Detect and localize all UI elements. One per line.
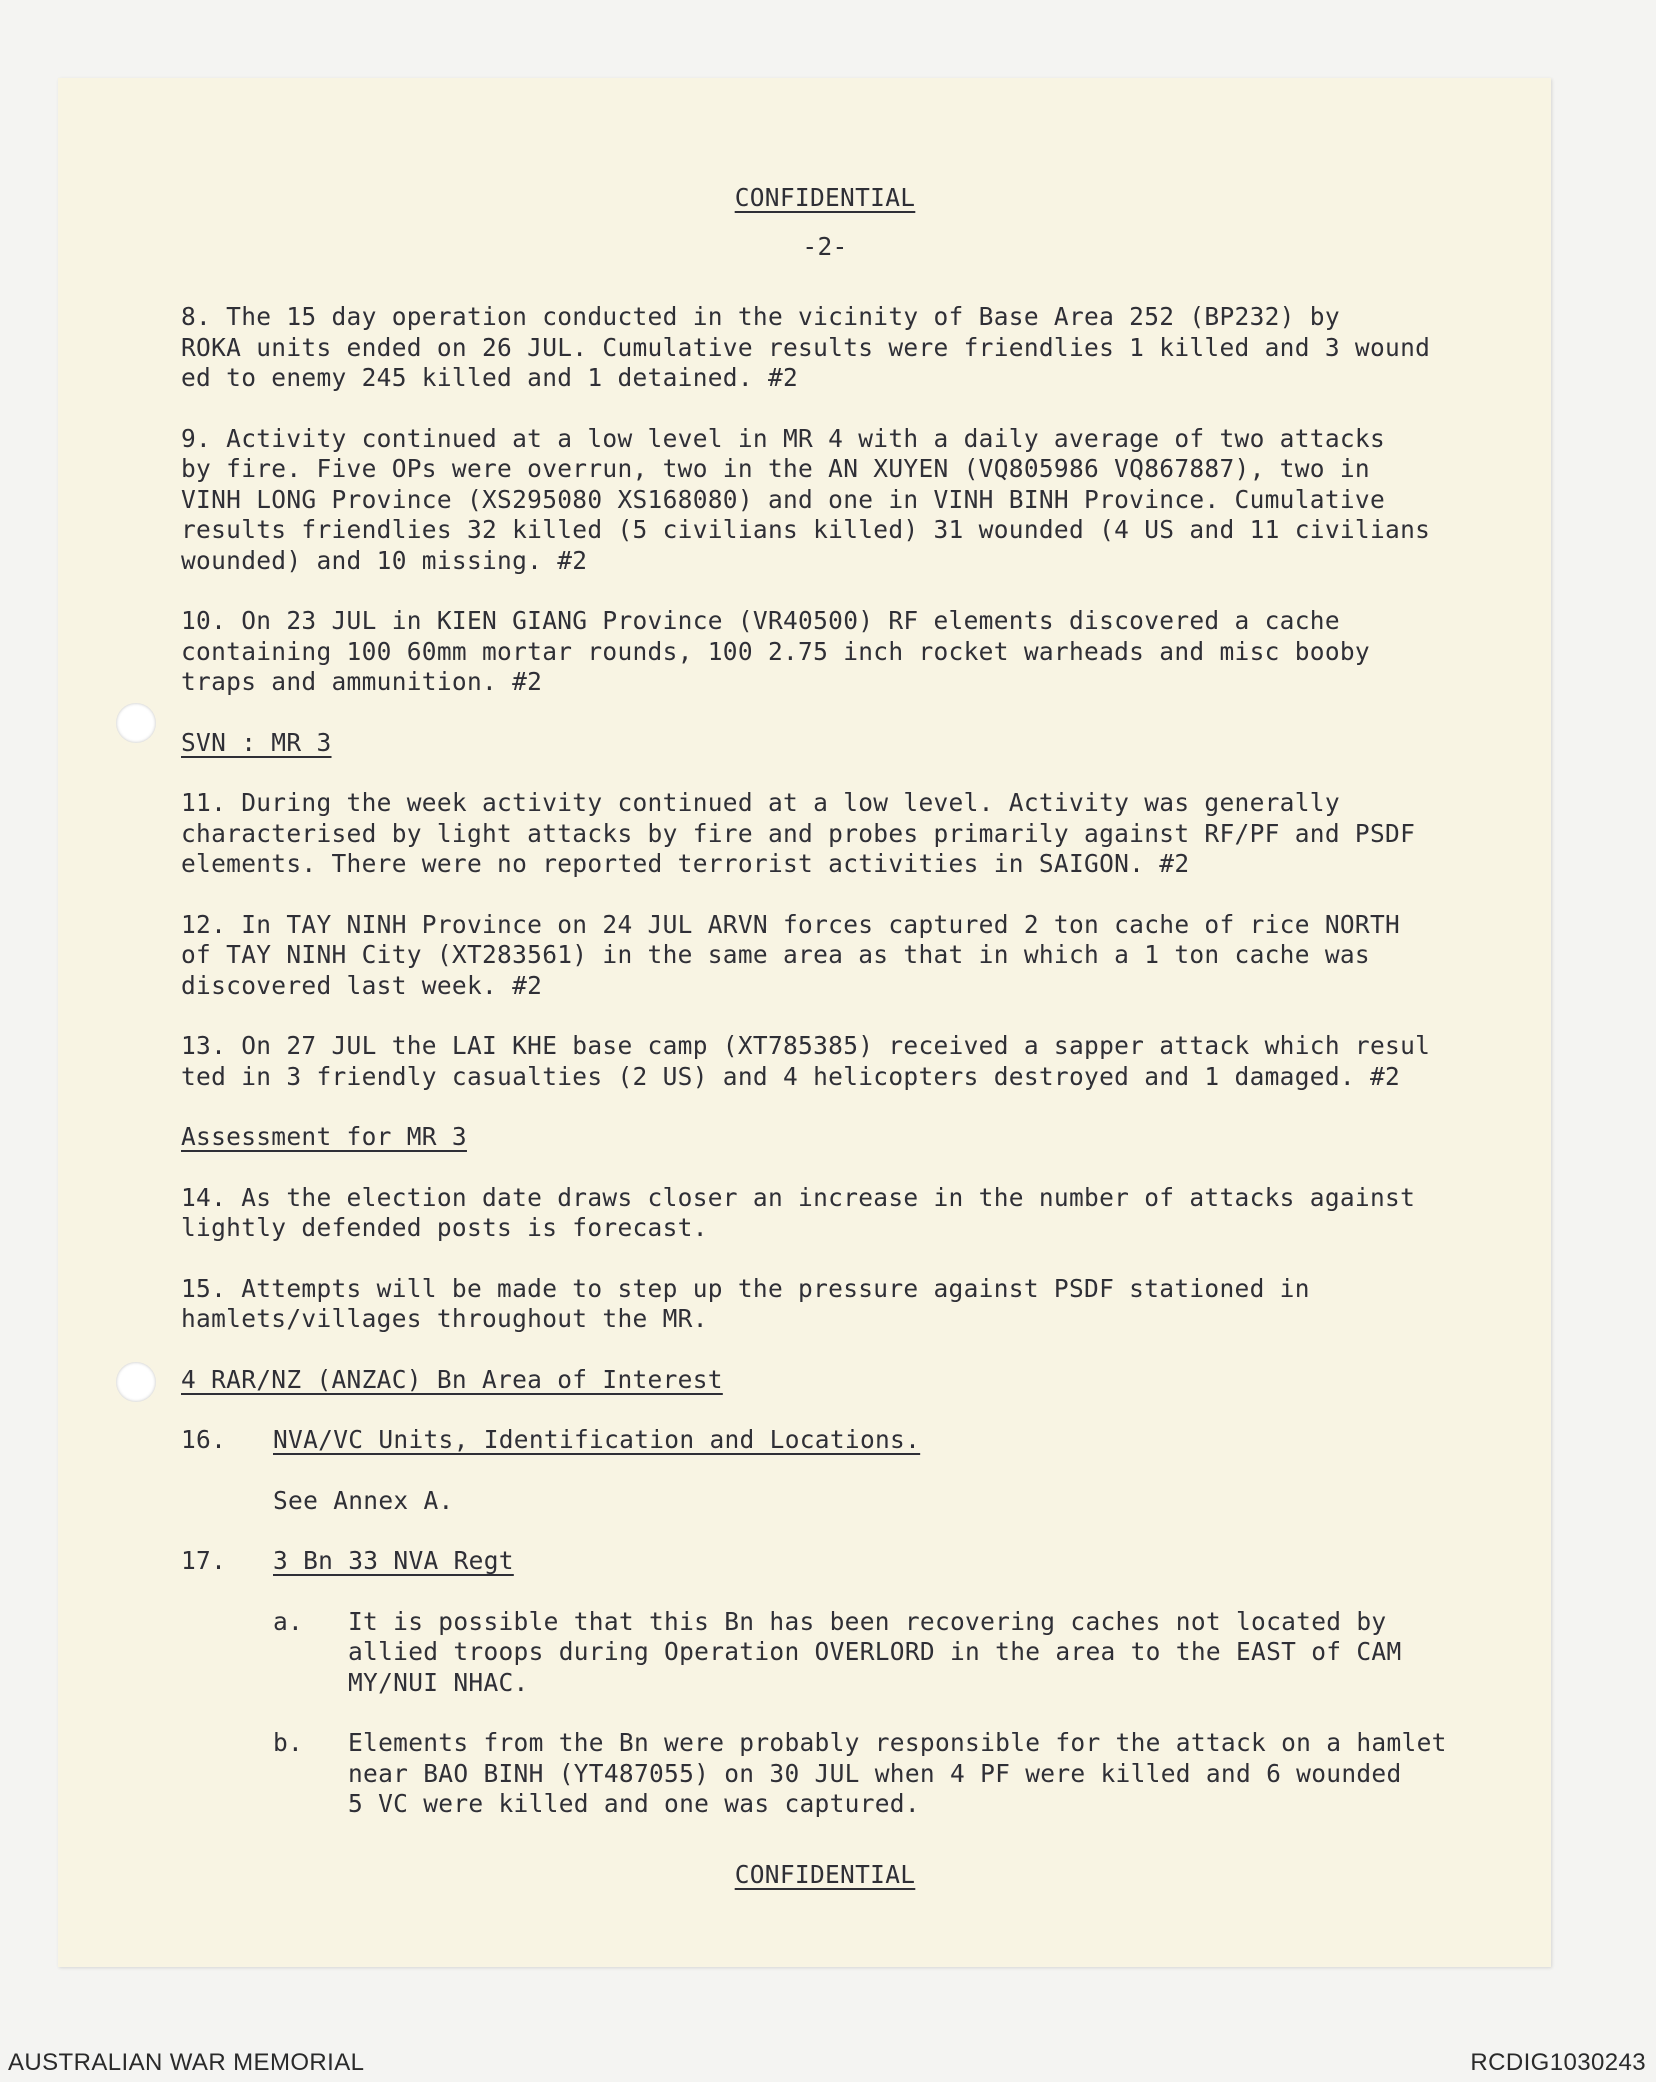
subparagraph-17a-letter: a.: [273, 1606, 304, 1636]
document-body: [181, 183, 1481, 1890]
punch-hole-top: [116, 703, 156, 743]
subparagraph-17b-letter: b.: [273, 1728, 304, 1757]
paragraph-12: 12. In TAY NINH Province on 24 JUL ARVN forces captured 2 ton cache of rice NORTH of TAY NINH City (XT283561) in the same area as that in which a 1 ton cache was discovered last week. #2: [181, 909, 1401, 1000]
paragraph-17-number: 17.: [181, 1546, 227, 1575]
classification-header: CONFIDENTIAL: [734, 183, 916, 212]
paragraph-9: 9. Activity continued at a low level in MR 4 with a daily average of two attacks by fire. Five OPs were overrun, two in the AN XUYEN (VQ805986 VQ867887), two in VINH LONG Province (XS295080 XS168080) and one in VINH BINH Province. Cumulative results friendlies 32 killed (5 civilians killed) 31 wounded (4 US and 11 civilians wounded) and 10 missing. #2: [181, 423, 1431, 575]
subparagraph-17b: [181, 1728, 1481, 1820]
paragraph-14: 14. As the election date draws closer an increase in the number of attacks against lightly defended posts is forecast.: [181, 1182, 1416, 1242]
paragraph-17-title: 3 Bn 33 NVA Regt: [273, 1546, 514, 1575]
paragraph-10: 10. On 23 JUL in KIEN GIANG Province (VR40500) RF elements discovered a cache containing 100 60mm mortar rounds, 100 2.75 inch rocket warheads and misc booby traps and ammunition. #2: [181, 606, 1370, 696]
archive-reference: RCDIG1030243: [1470, 2049, 1646, 2076]
punch-hole-bottom: [116, 1362, 156, 1402]
paragraph-11: 11. During the week activity continued at a low level. Activity was generally characterised by light attacks by fire and probes primarily against RF/PF and PSDF elements. There were no reported terrorist activities in SAIGON. #2: [181, 788, 1416, 878]
paragraph-13: 13. On 27 JUL the LAI KHE base camp (XT785385) received a sapper attack which resul ted in 3 friendly casualties (2 US) and 4 helicopters destroyed and 1 damaged. #2: [181, 1031, 1431, 1091]
subparagraph-17a-text: It is possible that this Bn has been recovering caches not located by allied troops during Operation OVERLORD in the area to the EAST of CAM MY/NUI NHAC.: [348, 1606, 1402, 1697]
heading-area-of-interest: 4 RAR/NZ (ANZAC) Bn Area of Interest: [181, 1364, 723, 1394]
heading-assessment-mr3: Assessment for MR 3: [181, 1122, 467, 1151]
subparagraph-17b-text: Elements from the Bn were probably responsible for the attack on a hamlet near BAO BINH (YT487055) on 30 JUL when 4 PF were killed and 6 wounded 5 VC were killed and one was captured.: [348, 1728, 1447, 1818]
paragraph-16-number: 16.: [181, 1425, 227, 1454]
paragraph-15: 15. Attempts will be made to step up the pressure against PSDF stationed in hamlets/villages throughout the MR.: [181, 1273, 1310, 1333]
paragraph-8: 8. The 15 day operation conducted in the vicinity of Base Area 252 (BP232) by ROKA units ended on 26 JUL. Cumulative results were friendlies 1 killed and 3 wound ed to enemy 245 killed and 1 detained. #2: [181, 302, 1431, 392]
paragraph-16: [181, 1425, 1481, 1456]
heading-svn-mr3: SVN : MR 3: [181, 727, 332, 757]
paragraph-17: [181, 1546, 1481, 1577]
page-number: -2-: [802, 231, 848, 261]
archive-name: AUSTRALIAN WAR MEMORIAL: [8, 2049, 365, 2076]
classification-footer: CONFIDENTIAL: [734, 1859, 916, 1889]
paragraph-16-title: NVA/VC Units, Identification and Locations.: [273, 1425, 921, 1454]
subparagraph-17a: [181, 1607, 1481, 1699]
paragraph-16-text: See Annex A.: [273, 1485, 454, 1515]
